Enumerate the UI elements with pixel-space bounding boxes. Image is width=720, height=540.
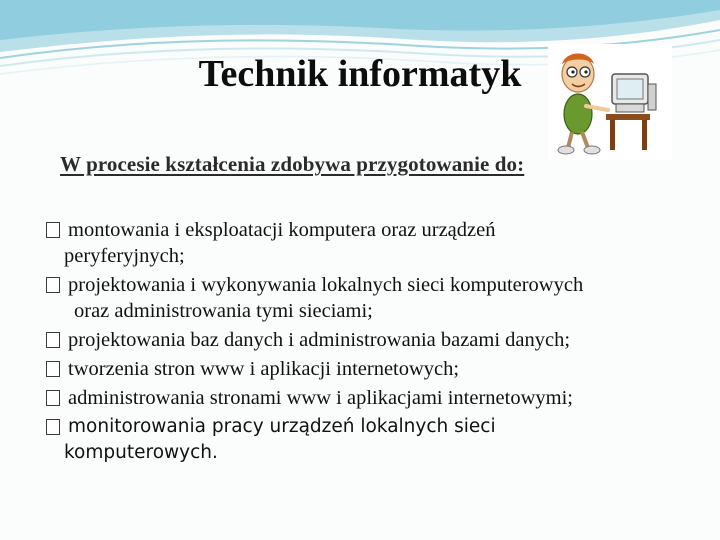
box-bullet-icon <box>46 361 60 377</box>
box-bullet-icon <box>46 277 60 293</box>
box-bullet-icon <box>46 390 60 406</box>
list-item <box>46 356 706 382</box>
list-item-text: tworzenia stron www i aplikacji internetowych; <box>68 358 460 380</box>
list-item <box>46 217 706 269</box>
list-item-text: administrowania stronami www i aplikacjami internetowymi; <box>68 387 573 409</box>
qualifications-list <box>46 217 706 469</box>
list-item-text-continued: komputerowych. <box>64 442 218 463</box>
list-item <box>46 414 706 466</box>
box-bullet-icon <box>46 419 60 435</box>
list-item <box>46 327 706 353</box>
cartoon-man-with-computer-icon <box>548 44 672 160</box>
box-bullet-icon <box>46 332 60 348</box>
list-item-text: monitorowania pracy urządzeń lokalnych sieci <box>68 416 496 437</box>
list-item-text: montowania i eksploatacji komputera oraz urządzeń <box>68 219 496 241</box>
list-item-text-continued: oraz administrowania tymi sieciami; <box>74 300 373 322</box>
list-item-text-continued: peryferyjnych; <box>64 245 185 267</box>
list-item-text: projektowania baz danych i administrowania bazami danych; <box>68 329 571 351</box>
list-item <box>46 385 706 411</box>
section-subtitle: W procesie kształcenia zdobywa przygotowanie do: <box>60 152 525 176</box>
list-item-text: projektowania i wykonywania lokalnych sieci komputerowych <box>68 274 584 296</box>
box-bullet-icon <box>46 222 60 238</box>
page-title: Technik informatyk <box>198 53 522 95</box>
list-item <box>46 272 706 324</box>
